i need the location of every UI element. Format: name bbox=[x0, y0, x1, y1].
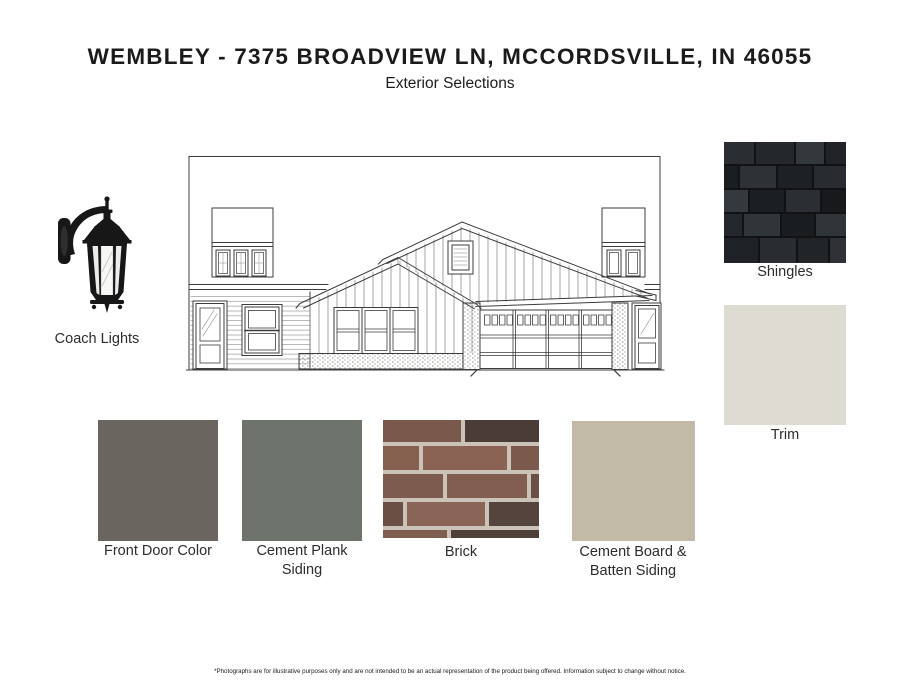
shingles-label: Shingles bbox=[757, 264, 813, 280]
cement-plank-siding-label: Cement Plank Siding bbox=[256, 543, 348, 578]
coach-light-icon bbox=[52, 194, 144, 322]
house-elevation-drawing bbox=[186, 153, 666, 377]
board-batten-siding-label: Cement Board & Batten Siding bbox=[579, 544, 687, 579]
disclaimer-text: *Photographs are for illustrative purposes only and are not intended to be an actual representation of the product being offered. Information subject to change without notice. bbox=[214, 668, 686, 675]
front-door-color-swatch bbox=[98, 420, 218, 541]
page-subtitle: Exterior Selections bbox=[385, 75, 515, 92]
brick-swatch bbox=[383, 420, 539, 538]
shingles-swatch bbox=[724, 142, 846, 263]
coach-light-image bbox=[52, 194, 144, 322]
trim-swatch bbox=[724, 305, 846, 425]
shingles-texture bbox=[724, 142, 846, 263]
brick-texture bbox=[383, 420, 539, 538]
coach-lights-label: Coach Lights bbox=[54, 331, 140, 347]
cement-plank-siding-swatch bbox=[242, 420, 362, 541]
page-title: WEMBLEY - 7375 BROADVIEW LN, MCCORDSVILLE, IN 46055 bbox=[87, 44, 813, 69]
brick-label: Brick bbox=[444, 544, 478, 560]
trim-label: Trim bbox=[770, 427, 800, 443]
board-batten-siding-swatch bbox=[572, 421, 695, 541]
front-door-color-label: Front Door Color bbox=[104, 543, 212, 559]
